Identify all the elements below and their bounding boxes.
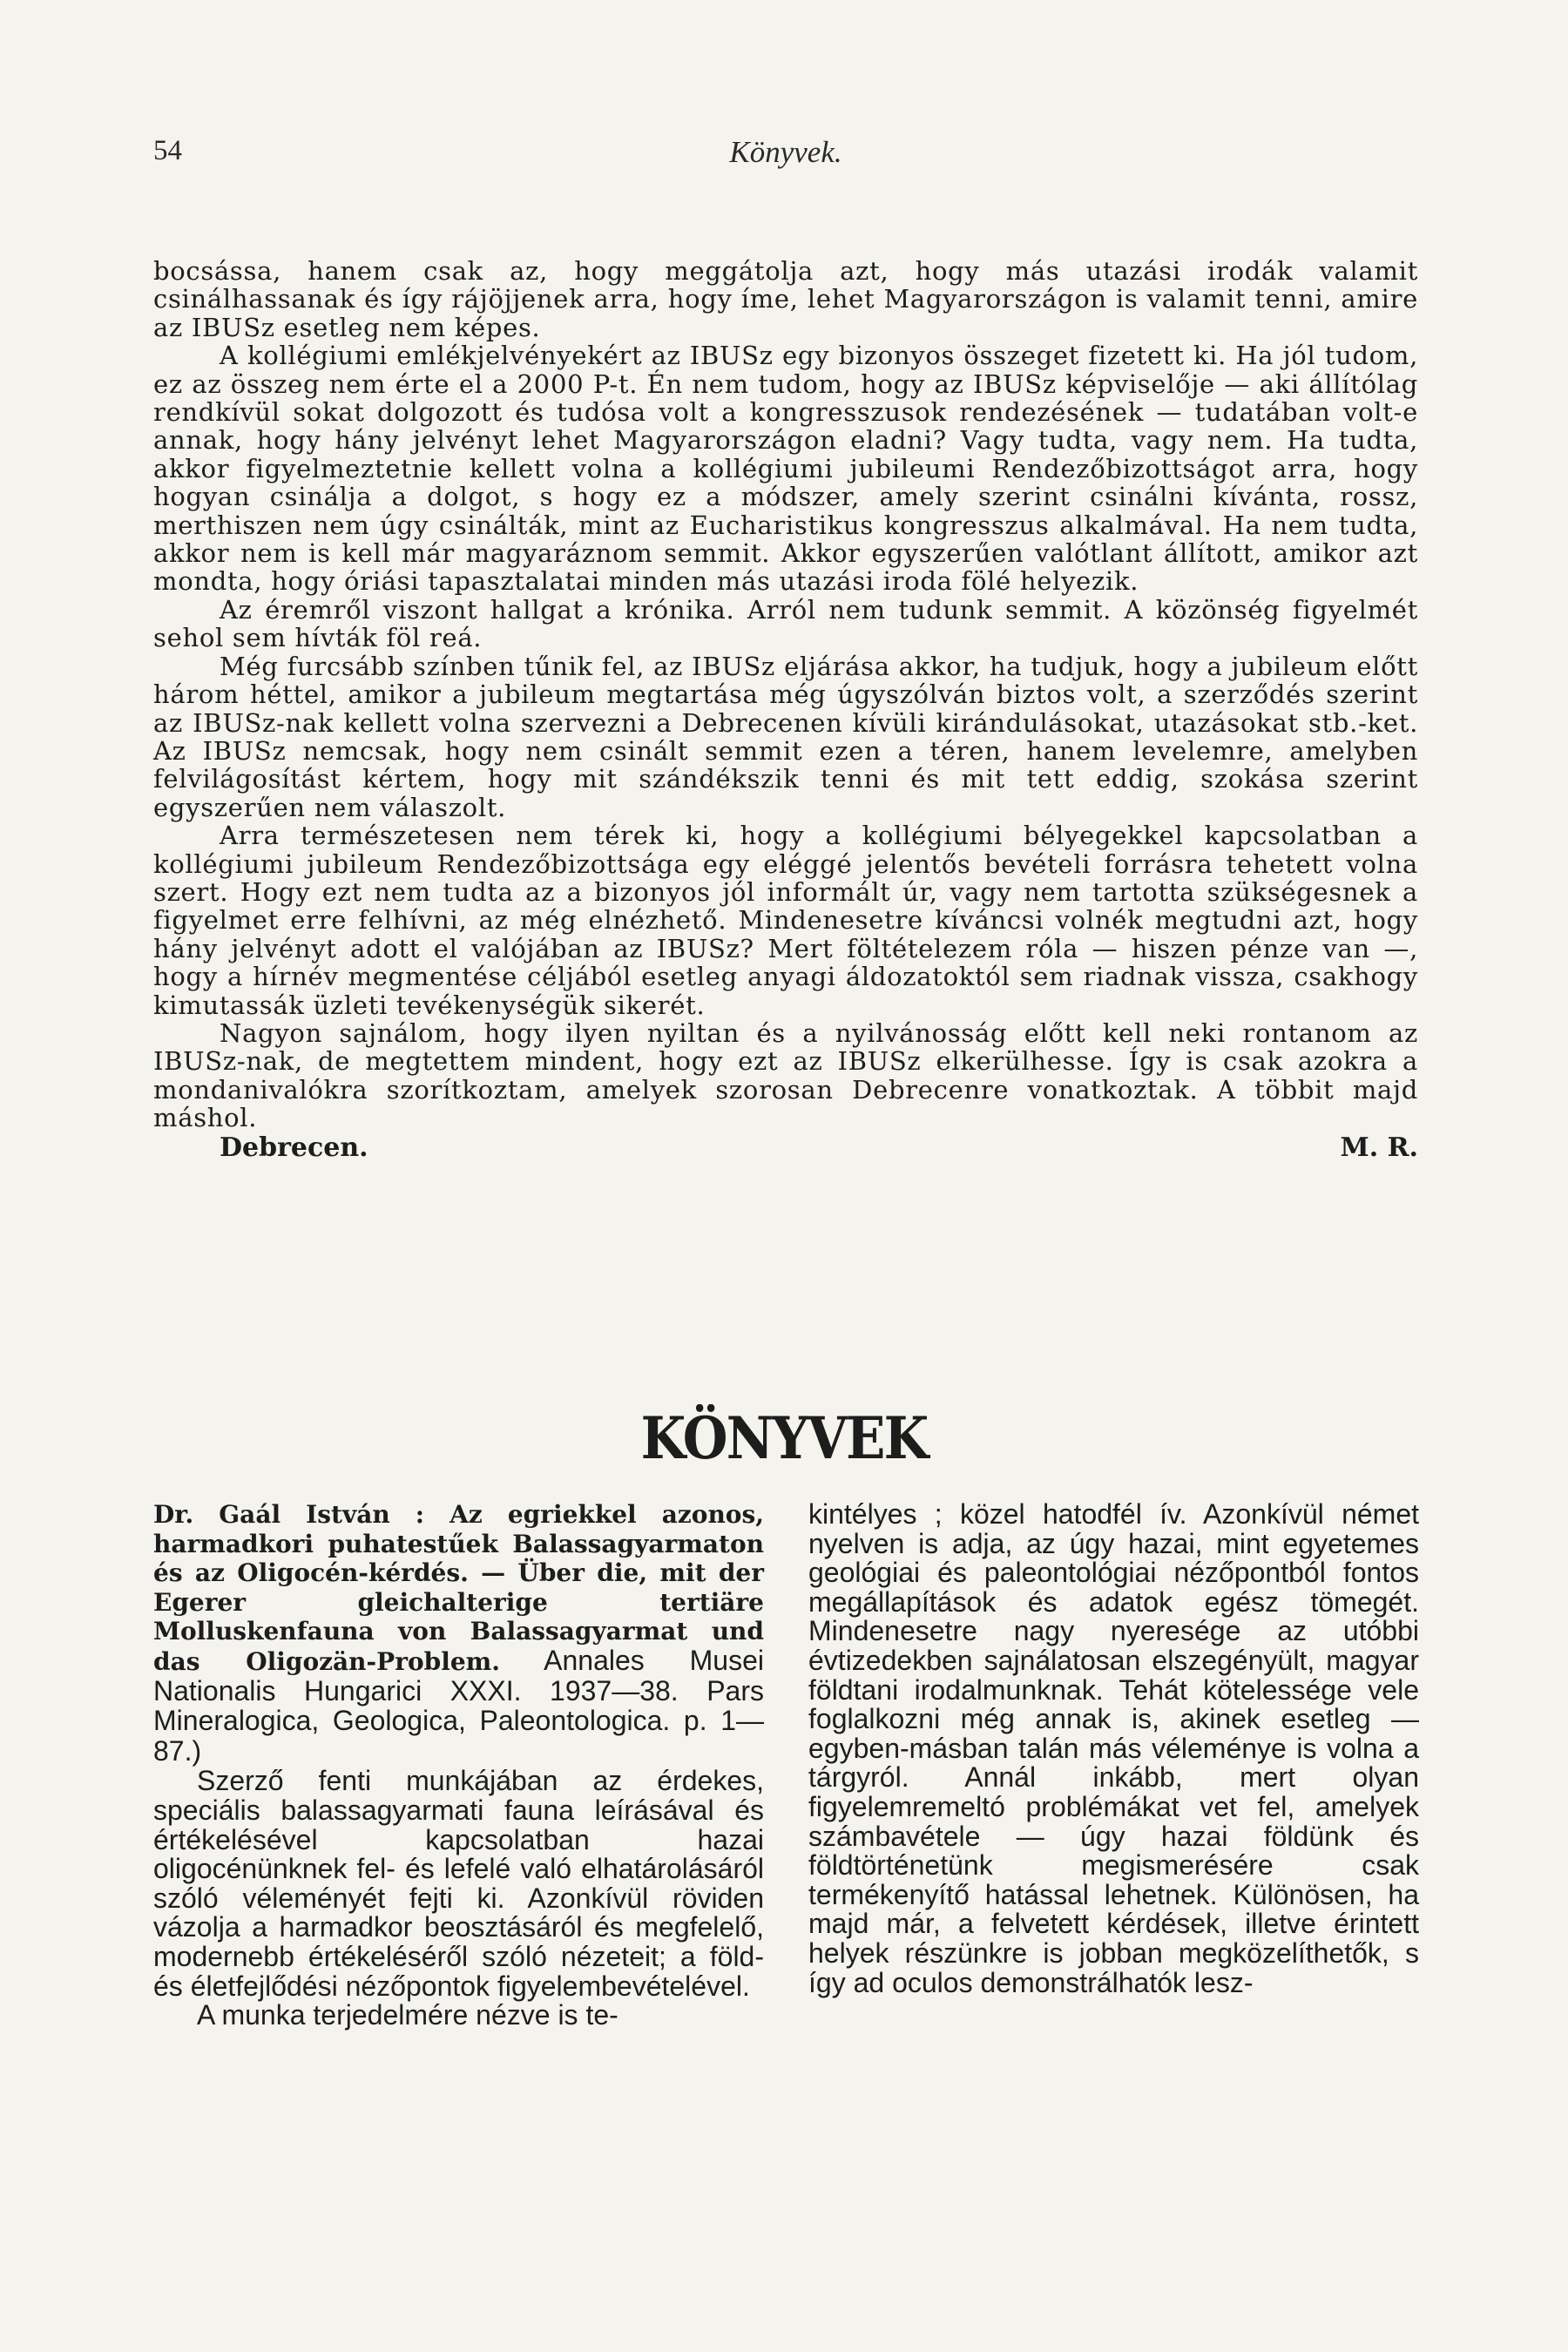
review-book-title: Dr. Gaál István : Az egriekkel azonos, harmadkori puhatestűek Balassagyarmaton és az Oligocén-kérdés. — Über die, mit der Egerer gleichalterige tertiäre Molluskenfauna von Balassagyarmat und das Oligozän-Problem. — [153, 1500, 764, 1676]
signoff-place: Debrecen. — [220, 1132, 368, 1163]
letter-paragraph: Még furcsább színben tűnik fel, az IBUSz eljárása akkor, ha tudjuk, hogy a jubileum előtt három héttel, amikor a jubileum megtartása még úgyszólván biztos volt, a szerződés szerint az IBUSz-nak kellett volna szervezni a Debrecenen kívüli kirándulásokat, utazásokat stb.-ket. Az IBUSz nemcsak, hogy nem csinált semmit ezen a téren, hanem levelemre, amelyben felvilágosítást kértem, hogy mit szándékszik tenni és mit tett eddig, szokása szerint egyszerűen nem válaszolt. — [153, 651, 1418, 822]
letter-paragraph: Az éremről viszont hallgat a krónika. Arról nem tudunk semmit. A közönség figyelmét sehol sem hívták föl reá. — [153, 594, 1418, 653]
section-title: KÖNYVEK — [640, 1404, 928, 1472]
signoff-author: M. R. — [1340, 1132, 1418, 1163]
review-heading — [153, 1500, 764, 1767]
review-column-right — [808, 1500, 1419, 1997]
review-column-left — [153, 1500, 764, 2031]
letter-paragraph: bocsássa, hanem csak az, hogy meggátolja azt, hogy más utazási irodák valamit csinálhassanak és így rájöjjenek arra, hogy íme, lehet Magyarországon is valamit tenni, amire az IBUSz esetleg nem képes. — [153, 256, 1418, 342]
review-citation: Annales Musei Nationalis Hungarici XXXI. 1937—38. Pars Mineralogica, Geologica, Paleontologica. p. 1—87.) — [153, 1644, 765, 1767]
review-paragraph: kintélyes ; közel hatodfél ív. Azonkívül német nyelven is adja, az úgy hazai, mint egyetemes geológiai és paleontológiai nézőpontból fontos megállapítások és adatok egész tömegét. Mindenesetre nagy nyeresége az utóbbi évtizedekben sajnálatosan elszegényült, magyar földtani irodalmunknak. Tehát kötelessége vele foglalkozni még annak is, akinek esetleg — egyben-másban talán más véleménye is volna a tárgyról. Annál inkább, mert olyan figyelemremeltó problémákat vet fel, amelyek számbavétele — úgy hazai földünk és földtörténetünk megismerésére csak termékenyítő hatással lehetnek. Különösen, ha majd már, a felvetett kérdések, illetve érintett helyek részünkre is jobban megközelíthetők, s így ad oculos demonstrálhatók lesz- — [808, 1498, 1419, 1998]
review-columns — [153, 1500, 1418, 2240]
letter-signoff — [153, 1132, 1418, 1162]
running-head — [153, 135, 1418, 179]
page-number: 54 — [153, 135, 182, 166]
letter-paragraph: Nagyon sajnálom, hogy ilyen nyiltan és a nyilvánosság előtt kell neki rontanom az IBUSz-nak, de megtettem mindent, hogy ezt az IBUSz elkerülhesse. Így is csak azokra a mondanivalókra szorítkoztam, amelyek szorosan Debrecenre vonatkoztak. A többit majd máshol. — [153, 1017, 1418, 1133]
review-paragraph: Szerző fenti munkájában az érdekes, speciális balassagyarmati fauna leírásával és értékelésével kapcsolatban hazai oligocénünknek fel- és lefelé való elhatárolásáról szóló véleményét fejti ki. Azonkívül röviden vázolja a harmadkor beosztásáról és megfelelő, modernebb értékeléséről szóló nézeteit; a föld- és életfejlődési nézőpontok figyelembevételével. — [153, 1765, 764, 2002]
letter-paragraph: A kollégiumi emlékjelvényekért az IBUSz egy bizonyos összeget fizetett ki. Ha jól tudom, ez az összeg nem érte el a 2000 P-t. Én nem tudom, hogy az IBUSz képviselője — aki állítólag rendkívül sokat dolgozott és tudósa volt a kongresszusok rendezésének — tudatában volt-e annak, hogy hány jelvényt lehet Magyarországon eladni? Vagy tudta, vagy nem. Ha tudta, akkor figyelmeztetnie kellett volna a kollégiumi jubileumi Rendezőbizottságot arra, hogy hogyan csinálja a dolgot, s hogy ez a módszer, amely szerint csinálni kívánta, rossz, merthiszen nem úgy csinálták, mint az Eucharistikus kongresszus alkalmával. Ha nem tudta, akkor nem is kell már magyaráznom semmit. Akkor egyszerűen valótlant állított, amikor azt mondta, hogy óriási tapasztalatai minden más utazási iroda fölé helyezik. — [153, 341, 1418, 597]
running-title: Könyvek. — [729, 135, 842, 169]
letter-paragraph: Arra természetesen nem térek ki, hogy a kollégiumi bélyegekkel kapcsolatban a kollégiumi jubileum Rendezőbizottsága egy eléggé jelentős bevételi forrásra tehetett volna szert. Hogy ezt nem tudta az a bizonyos jól informált úr, vagy nem tartotta szükségesnek a figyelmet erre felhívni, az még elnézhető. Mindenesetre kíváncsi volnék megtudni azt, hogy hány jelvényt adott el valójában az IBUSz? Mert föltételezem róla — hiszen pénze van —, hogy a hírnév megmentése céljából esetleg anyagi áldozatoktól sem riadnak vissza, csakhogy kimutassák üzleti tevékenységük sikerét. — [153, 821, 1418, 1020]
letter-body — [153, 257, 1418, 1162]
review-paragraph: A munka terjedelmére nézve is te- — [197, 1999, 618, 2031]
